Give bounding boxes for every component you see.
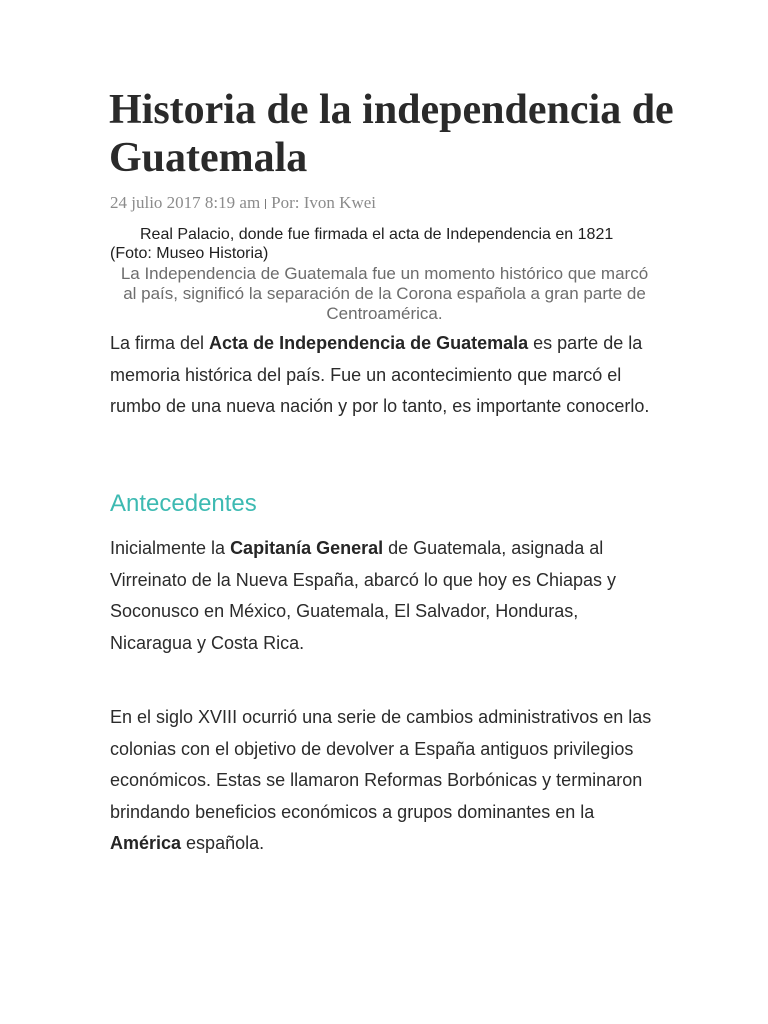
article-title: Historia de la independencia de Guatemala (109, 87, 674, 181)
photo-caption-text: Real Palacio, donde fue firmada el acta de Independencia en 1821 (Foto: Museo Historia) (110, 226, 614, 262)
paragraph-text: española. (181, 833, 265, 853)
paragraph-text: Inicialmente la (110, 538, 231, 558)
bold-term: Capitanía General (230, 538, 384, 558)
publish-date: 24 julio 2017 8:19 am (110, 193, 261, 212)
bold-term: América (110, 833, 182, 853)
paragraph-text: es parte de la memoria histórica del país. Fue un acontecimiento que marcó el rumbo de una nueva nación y por lo tanto, es importante conocerlo. (110, 333, 650, 416)
section-heading: Antecedentes (110, 490, 257, 517)
bold-term: Acta de Independencia de Guatemala (209, 333, 529, 353)
article-lead: La Independencia de Guatemala fue un momento histórico que marcó al país, significó la separación de la Corona española a gran parte de Centroamérica. (120, 264, 649, 323)
article-meta (110, 192, 376, 214)
paragraph-reforms (110, 702, 665, 860)
paragraph-intro (110, 328, 665, 423)
paragraph-text: de Guatemala, asignada al Virreinato de la Nueva España, abarcó lo que hoy es Chiapas y Soconusco en México, Guatemala, El Salvador, Honduras, Nicaragua y Costa Rica. (110, 538, 616, 653)
paragraph-background (110, 533, 665, 659)
paragraph-text: En el siglo XVIII ocurrió una serie de cambios administrativos en las colonias con el objetivo de devolver a España antiguos privilegios económicos. Estas se llamaron Reformas Borbónicas y terminaron brindando beneficios económicos a grupos dominantes en la (110, 707, 652, 822)
paragraph-text: La firma del (110, 333, 210, 353)
meta-separator (265, 199, 266, 209)
photo-caption (110, 225, 630, 263)
author-byline: Por: Ivon Kwei (271, 193, 376, 212)
